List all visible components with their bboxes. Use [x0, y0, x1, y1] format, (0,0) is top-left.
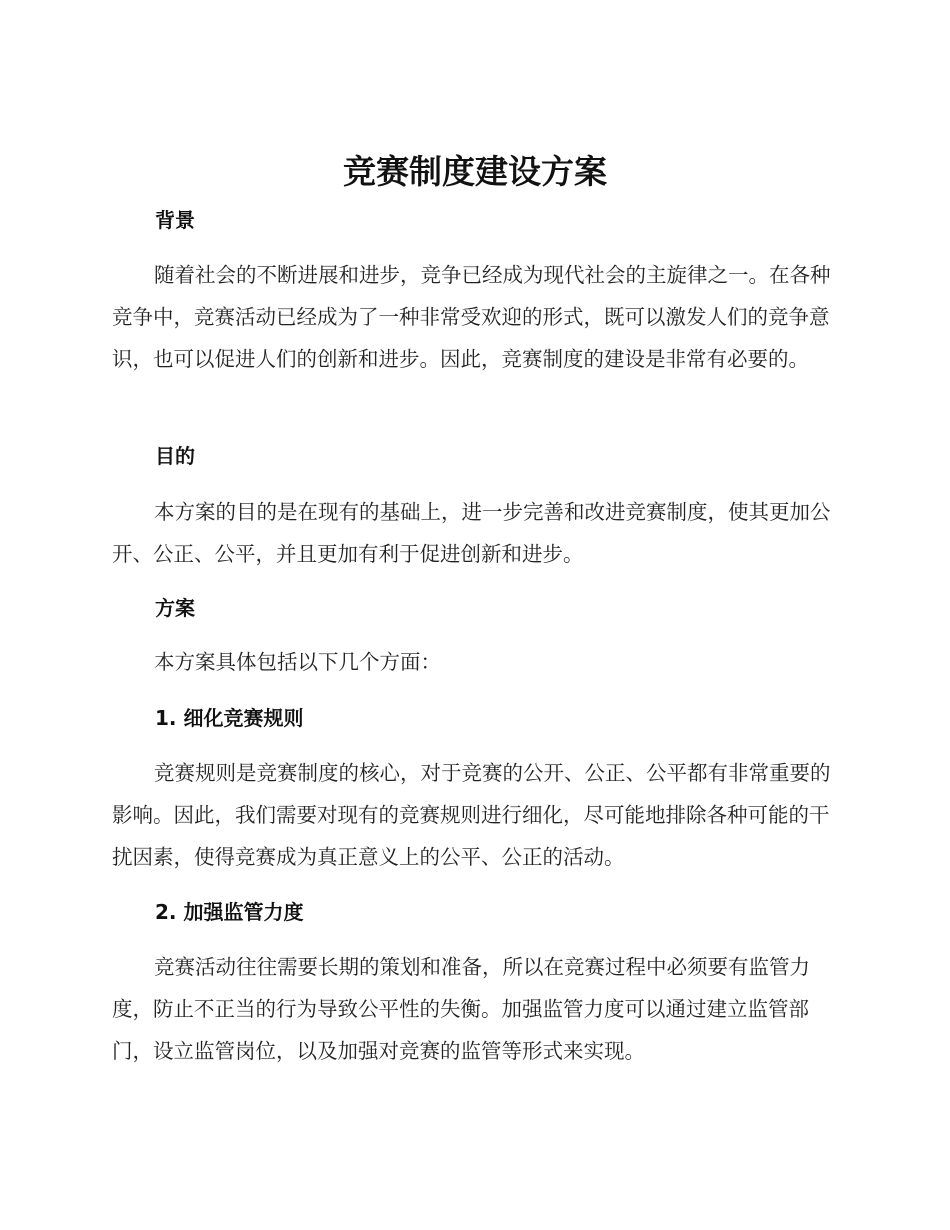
section-heading-purpose: 目的: [155, 444, 195, 468]
section-paragraph-plan: 本方案具体包括以下几个方面：: [154, 650, 441, 674]
section-heading-plan: 方案: [155, 596, 195, 620]
section-paragraph-purpose: 本方案的目的是在现有的基础上，进一步完善和改进竞赛制度，使其更加公开、公正、公平，并且更加有利于促进创新和进步。: [112, 500, 831, 566]
section-paragraph-refine-rules: 竞赛规则是竞赛制度的核心，对于竞赛的公开、公正、公平都有非常重要的影响。因此，我们需要对现有的竞赛规则进行细化，尽可能地排除各种可能的干扰因素，使得竞赛成为真正意义上的公平、公正的活动。: [112, 761, 831, 869]
section-heading-strengthen-supervision: 2. 加强监管力度: [155, 900, 304, 924]
section-paragraph-background: 随着社会的不断进展和进步，竞争已经成为现代社会的主旋律之一。在各种竞争中，竞赛活动已经成为了一种非常受欢迎的形式，既可以激发人们的竞争意识，也可以促进人们的创新和进步。因此，竞赛制度的建设是非常有必要的。: [112, 263, 831, 371]
section-heading-background: 背景: [155, 208, 195, 232]
section-paragraph-strengthen-supervision: 竞赛活动往往需要长期的策划和准备，所以在竞赛过程中必须要有监管力度，防止不正当的行为导致公平性的失衡。加强监管力度可以通过建立监管部门，设立监管岗位，以及加强对竞赛的监管等形式来实现。: [112, 955, 810, 1063]
document-title: 竞赛制度建设方案: [343, 152, 607, 191]
section-heading-refine-rules: 1. 细化竞赛规则: [155, 706, 304, 730]
